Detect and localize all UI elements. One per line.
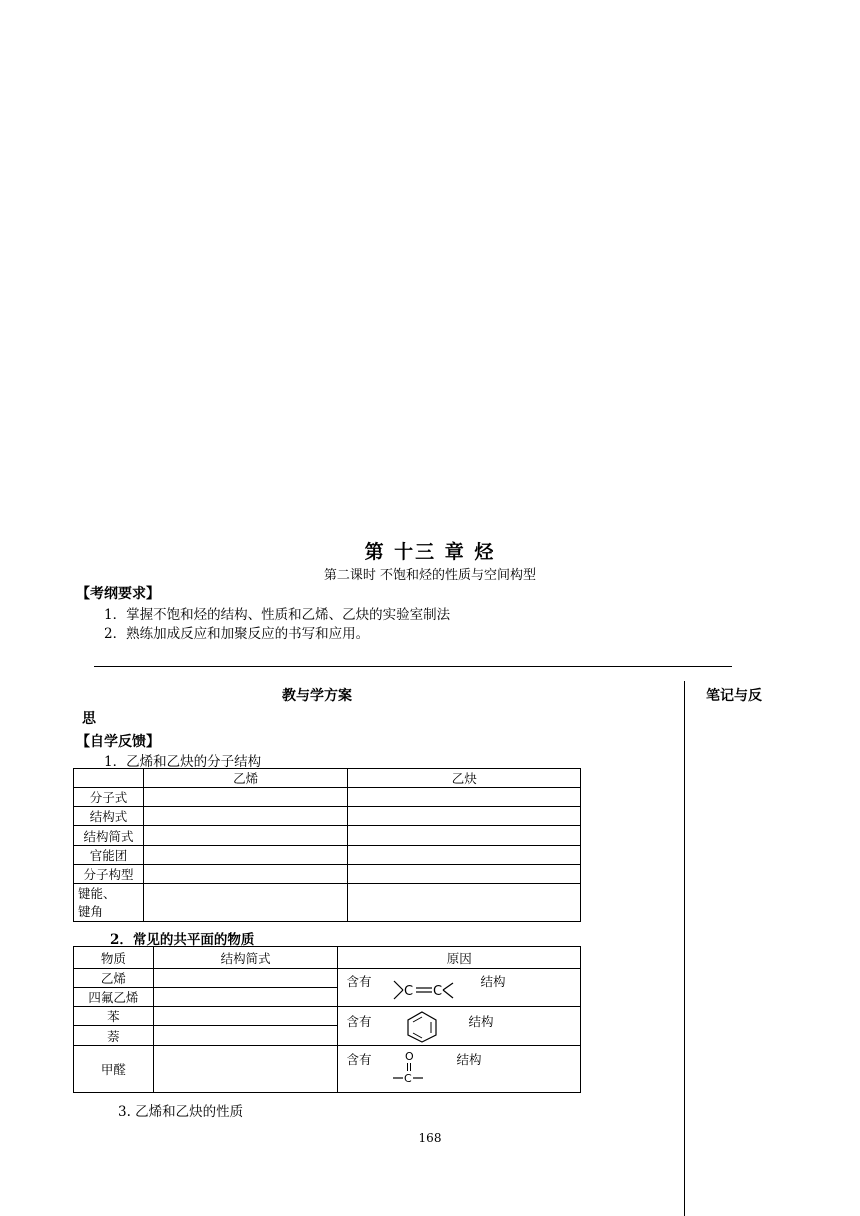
table1-blank-cell[interactable] bbox=[143, 788, 348, 807]
table1-header-acetylene: 乙炔 bbox=[348, 769, 581, 788]
table1-row-label: 分子构型 bbox=[74, 865, 144, 884]
notes-column-heading: 笔记与反 bbox=[706, 688, 762, 704]
bond-label-line-1: 键能、 bbox=[78, 885, 116, 901]
table1-row-label: 官能团 bbox=[74, 846, 144, 865]
table1-blank-cell[interactable] bbox=[348, 865, 581, 884]
table1-blank-cell[interactable] bbox=[348, 884, 581, 922]
lesson-subtitle: 第二课时 不饱和烃的性质与空间构型 bbox=[323, 568, 537, 583]
table1-blank-cell[interactable] bbox=[348, 788, 581, 807]
table2-substance-naphthalene: 萘 bbox=[74, 1026, 154, 1046]
requirements-heading: 【考纲要求】 bbox=[76, 586, 160, 602]
question-2-title bbox=[110, 928, 254, 948]
table2-substance-benzene: 苯 bbox=[74, 1007, 154, 1026]
table2-substance-tetrafluoroethylene: 四氟乙烯 bbox=[74, 988, 154, 1007]
carbonyl-oxygen: O bbox=[405, 1050, 415, 1063]
reason-cell-double-bond bbox=[338, 969, 581, 1007]
reason-cell-carbonyl bbox=[338, 1046, 581, 1093]
table1-blank-cell[interactable] bbox=[348, 846, 581, 865]
coplanar-substances-table bbox=[73, 946, 581, 1093]
reason-suffix: 结构 bbox=[480, 974, 506, 989]
molecular-structure-table bbox=[73, 768, 581, 922]
table2-header-substance: 物质 bbox=[74, 947, 154, 969]
carbonyl-carbon: C bbox=[404, 1072, 413, 1085]
horizontal-divider bbox=[94, 666, 732, 667]
chapter-title: 第 十三 章 烃 bbox=[364, 541, 496, 563]
table1-row-label: 结构式 bbox=[74, 807, 144, 826]
table1-row-label: 分子式 bbox=[74, 788, 144, 807]
table2-blank-cell[interactable] bbox=[153, 1046, 338, 1093]
reason-prefix: 含有 bbox=[346, 1014, 372, 1029]
reason-prefix: 含有 bbox=[346, 1052, 372, 1067]
bond-label-line-2: 键角 bbox=[78, 903, 104, 919]
table1-corner-cell bbox=[74, 769, 144, 788]
carbonyl-group-icon bbox=[390, 1049, 430, 1089]
svg-text:C: C bbox=[433, 984, 443, 999]
table2-substance-formaldehyde: 甲醛 bbox=[74, 1046, 154, 1093]
table1-blank-cell[interactable] bbox=[143, 826, 348, 846]
table2-blank-cell[interactable] bbox=[153, 1007, 338, 1026]
self-study-heading: 【自学反馈】 bbox=[76, 734, 160, 750]
table2-blank-cell[interactable] bbox=[153, 969, 338, 988]
reason-cell-benzene-ring bbox=[338, 1007, 581, 1046]
question-2-text: 2．常见的共平面的物质 bbox=[110, 932, 255, 948]
reason-prefix: 含有 bbox=[346, 974, 372, 989]
requirement-item-2: 2．熟练加成反应和加聚反应的书写和应用。 bbox=[104, 626, 370, 642]
carbon-double-bond-icon bbox=[390, 977, 462, 1003]
table1-row-label-bond bbox=[74, 884, 144, 922]
table1-header-ethylene: 乙烯 bbox=[143, 769, 348, 788]
table2-substance-ethylene: 乙烯 bbox=[74, 969, 154, 988]
table1-blank-cell[interactable] bbox=[143, 846, 348, 865]
question-3-title: 3. 乙烯和乙炔的性质 bbox=[118, 1104, 244, 1120]
notes-heading-tail: 思 bbox=[82, 711, 96, 727]
benzene-ring-icon bbox=[404, 1010, 440, 1044]
table1-blank-cell[interactable] bbox=[143, 865, 348, 884]
table1-blank-cell[interactable] bbox=[143, 807, 348, 826]
table2-blank-cell[interactable] bbox=[153, 1026, 338, 1046]
table1-blank-cell[interactable] bbox=[143, 884, 348, 922]
requirement-item-1: 1．掌握不饱和烃的结构、性质和乙烯、乙炔的实验室制法 bbox=[104, 607, 451, 623]
reason-suffix: 结构 bbox=[456, 1052, 482, 1067]
reason-suffix: 结构 bbox=[468, 1014, 494, 1029]
table1-row-label: 结构简式 bbox=[74, 826, 144, 846]
table1-blank-cell[interactable] bbox=[348, 807, 581, 826]
page-number: 168 bbox=[418, 1131, 442, 1145]
question-1-title: 1．乙烯和乙炔的分子结构 bbox=[104, 754, 262, 770]
table2-header-formula: 结构简式 bbox=[153, 947, 338, 969]
table2-header-reason: 原因 bbox=[338, 947, 581, 969]
svg-text:C: C bbox=[404, 984, 414, 999]
table1-blank-cell[interactable] bbox=[348, 826, 581, 846]
table2-blank-cell[interactable] bbox=[153, 988, 338, 1007]
main-column-heading: 教与学方案 bbox=[282, 688, 352, 704]
